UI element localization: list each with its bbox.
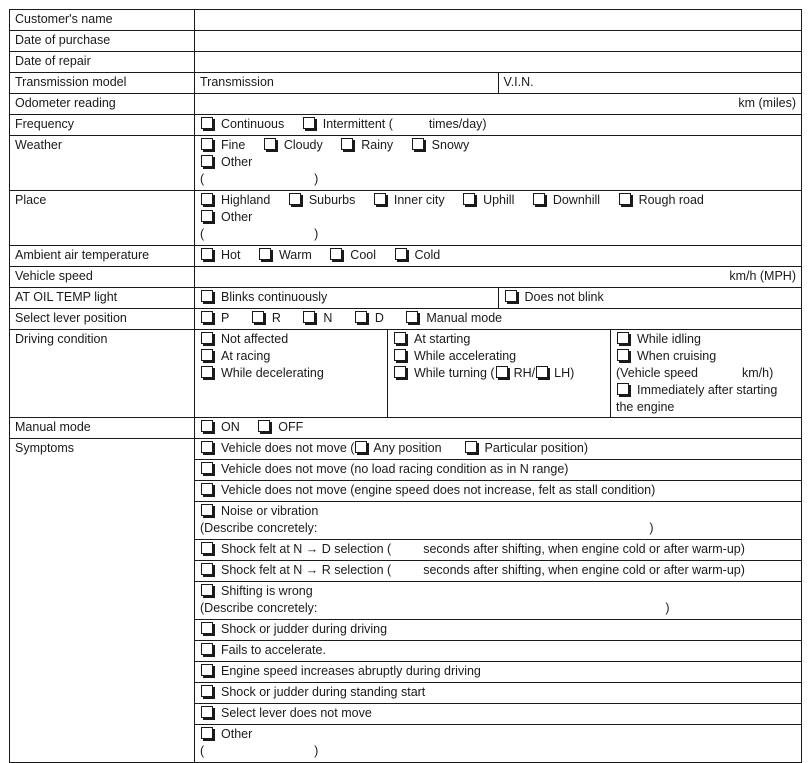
row-symptom-1 [10,439,802,460]
checkbox-hot[interactable] [201,248,213,260]
option-turning: While turning ( [414,366,495,380]
row-place [10,191,802,246]
checkbox-decelerating[interactable] [201,366,213,378]
checkbox-s10[interactable] [201,664,213,676]
label-driving-condition: Driving condition [10,330,195,418]
checkbox-blinks[interactable] [201,290,213,302]
field-driving-condition [195,330,802,418]
checkbox-turning-lh[interactable] [536,366,548,378]
weather-other-close: ) [314,172,319,186]
row-select-lever [10,309,802,330]
field-ambient-temp [195,246,802,267]
option-weather-other: Other [221,155,253,169]
option-lh: LH) [554,366,575,380]
symptom-s10: Engine speed increases abruptly during driving [221,664,481,678]
symptom-s7: Shifting is wrong [221,584,313,598]
field-date-of-purchase[interactable] [195,31,802,52]
option-suburbs: Suburbs [308,193,356,207]
symptom-s4-describe: (Describe concretely: [200,521,318,535]
option-fine: Fine [221,138,246,152]
checkbox-cloudy[interactable] [264,138,276,150]
field-date-of-repair[interactable] [195,52,802,73]
checkbox-immediately[interactable] [617,383,629,395]
checkbox-lever-p[interactable] [201,311,213,323]
checkbox-s5[interactable] [201,542,213,554]
checkbox-warm[interactable] [259,248,271,260]
label-odometer: Odometer reading [10,94,195,115]
checkbox-cool[interactable] [330,248,342,260]
option-rh: RH/ [513,366,536,380]
vin-text: V.I.N. [503,75,534,89]
field-blinks [195,288,499,309]
symptom-no-move-2 [195,460,802,481]
row-ambient-temp [10,246,802,267]
row-date-of-purchase [10,31,802,52]
option-place-other: Other [221,210,253,224]
option-downhill: Downhill [552,193,601,207]
checkbox-s1[interactable] [201,441,213,453]
option-lever-p: P [221,311,230,325]
row-manual-mode [10,418,802,439]
checkbox-cold[interactable] [395,248,407,260]
label-symptoms: Symptoms [10,439,195,763]
label-ambient-temp: Ambient air temperature [10,246,195,267]
option-cloudy: Cloudy [283,138,323,152]
field-transmission[interactable] [195,73,499,94]
option-lever-manual: Manual mode [426,311,503,325]
checkbox-cruising[interactable] [617,349,629,361]
option-highland: Highland [221,193,271,207]
label-date-of-repair: Date of repair [10,52,195,73]
option-lever-n: N [323,311,333,325]
symptom-shifting-wrong [195,582,802,620]
symptom-s11: Shock or judder during standing start [221,685,426,699]
symptom-s4-close: ) [649,521,654,535]
label-transmission-model: Transmission model [10,73,195,94]
row-odometer [10,94,802,115]
label-oil-temp-light: AT OIL TEMP light [10,288,195,309]
field-select-lever [195,309,802,330]
field-no-blink [498,288,802,309]
checkbox-turning[interactable] [394,366,406,378]
weather-other-open: ( [200,172,205,186]
label-date-of-purchase: Date of purchase [10,31,195,52]
row-transmission-model [10,73,802,94]
option-mm-on: ON [221,420,240,434]
checkbox-s13[interactable] [201,727,213,739]
symptom-any-position: Any position [373,441,442,455]
checkbox-downhill[interactable] [533,193,545,205]
checkbox-not-affected[interactable] [201,332,213,344]
row-vehicle-speed [10,267,802,288]
checkbox-rough-road[interactable] [619,193,631,205]
option-rainy: Rainy [361,138,394,152]
checkbox-suburbs[interactable] [289,193,301,205]
checkbox-s4[interactable] [201,504,213,516]
checkbox-weather-other[interactable] [201,155,213,167]
option-lever-r: R [271,311,281,325]
option-immediately: Immediately after starting [637,383,778,397]
odometer-unit: km (miles) [738,96,796,110]
speed-unit: km/h (MPH) [729,269,796,283]
checkbox-s9[interactable] [201,643,213,655]
symptom-s8: Shock or judder during driving [221,622,388,636]
checkbox-fine[interactable] [201,138,213,150]
checkbox-does-not-blink[interactable] [505,290,517,302]
symptom-engine-speed [195,662,802,683]
symptom-noise [195,502,802,540]
place-other-open: ( [200,227,205,241]
option-rough-road: Rough road [638,193,704,207]
checkbox-s2[interactable] [201,462,213,474]
option-the-engine: the engine [616,400,675,414]
symptom-s7-describe: (Describe concretely: [200,601,318,615]
symptom-s2: Vehicle does not move (no load racing condition as in N range) [221,462,569,476]
symptom-other-open: ( [200,744,205,758]
field-odometer[interactable] [195,94,802,115]
checkbox-s6[interactable] [201,563,213,575]
checkbox-s11[interactable] [201,685,213,697]
checkbox-snowy[interactable] [412,138,424,150]
symptom-no-move-3 [195,481,802,502]
symptom-s4: Noise or vibration [221,504,319,518]
symptom-lever-not-move [195,704,802,725]
option-continuous: Continuous [221,117,285,131]
label-customer-name: Customer's name [10,10,195,31]
option-snowy: Snowy [431,138,470,152]
checkbox-inner-city[interactable] [374,193,386,205]
field-place [195,191,802,246]
option-inner-city: Inner city [393,193,445,207]
option-lever-d: D [374,311,384,325]
symptom-other-close: ) [314,744,319,758]
checkbox-lever-r[interactable] [252,311,264,323]
row-oil-temp-light [10,288,802,309]
checkbox-s12[interactable] [201,706,213,718]
driving-col-1 [195,330,388,417]
symptom-other [195,725,802,763]
label-frequency: Frequency [10,115,195,136]
checkbox-mm-on[interactable] [201,420,213,432]
driving-col-3 [611,330,802,417]
symptom-standing-start [195,683,802,704]
option-at-starting: At starting [414,332,471,346]
field-manual-mode [195,418,802,439]
label-select-lever: Select lever position [10,309,195,330]
symptom-s3: Vehicle does not move (engine speed does not increase, felt as stall condition) [221,483,656,497]
symptom-s5b: seconds after shifting, when engine cold or after warm-up) [423,542,745,556]
symptom-s12: Select lever does not move [221,706,372,720]
symptom-particular-position: Particular position) [484,441,589,455]
symptom-no-move-1 [195,439,802,460]
label-weather: Weather [10,136,195,191]
symptom-fails-accelerate [195,641,802,662]
field-vin[interactable] [498,73,802,94]
checkbox-mm-off[interactable] [258,420,270,432]
symptom-s1a: Vehicle does not move ( [221,441,355,455]
symptom-s5a: Shock felt at N → D selection ( [221,542,392,556]
option-cruising: When cruising [637,349,717,363]
checkbox-highland[interactable] [201,193,213,205]
transmission-text: Transmission [200,75,274,89]
option-mm-off: OFF [278,420,304,434]
row-customer-name [10,10,802,31]
symptom-shock-nr [195,561,802,582]
checkbox-any-position[interactable] [355,441,367,453]
checkbox-accelerating[interactable] [394,349,406,361]
label-vehicle-speed: Vehicle speed [10,267,195,288]
checkbox-rainy[interactable] [341,138,353,150]
checkbox-turning-rh[interactable] [496,366,508,378]
field-vehicle-speed[interactable] [195,267,802,288]
row-date-of-repair [10,52,802,73]
option-blinks: Blinks continuously [221,290,328,304]
symptom-s13: Other [221,727,253,741]
option-accelerating: While accelerating [414,349,517,363]
checkbox-intermittent[interactable] [303,117,315,129]
symptom-s7-close: ) [665,601,670,615]
checkbox-s3[interactable] [201,483,213,495]
place-other-close: ) [314,227,319,241]
option-uphill: Uphill [483,193,515,207]
row-frequency [10,115,802,136]
checkbox-lever-d[interactable] [355,311,367,323]
checkbox-lever-manual[interactable] [406,311,418,323]
option-cold: Cold [414,248,441,262]
checkbox-at-starting[interactable] [394,332,406,344]
checkbox-idling[interactable] [617,332,629,344]
symptom-s9: Fails to accelerate. [221,643,326,657]
checkbox-at-racing[interactable] [201,349,213,361]
symptom-judder-driving [195,620,802,641]
symptom-s6a: Shock felt at N → R selection ( [221,563,392,577]
label-manual-mode: Manual mode [10,418,195,439]
driving-col-2 [388,330,611,417]
option-not-affected: Not affected [221,332,289,346]
label-place: Place [10,191,195,246]
symptom-shock-nd [195,540,802,561]
option-idling: While idling [637,332,701,346]
checkbox-lever-n[interactable] [303,311,315,323]
row-weather [10,136,802,191]
option-kmh: km/h) [742,366,774,380]
option-times-per-day: times/day) [428,117,487,131]
checkbox-uphill[interactable] [463,193,475,205]
checkbox-place-other[interactable] [201,210,213,222]
option-hot: Hot [221,248,241,262]
driving-condition-grid [195,330,801,417]
row-driving-condition [10,330,802,418]
checkbox-s8[interactable] [201,622,213,634]
option-does-not-blink: Does not blink [524,290,604,304]
diagnostic-worksheet-table [9,9,802,763]
field-customer-name[interactable] [195,10,802,31]
field-weather [195,136,802,191]
option-intermittent: Intermittent ( [322,117,393,131]
symptom-s6b: seconds after shifting, when engine cold or after warm-up) [423,563,745,577]
option-decelerating: While decelerating [221,366,324,380]
option-vehicle-speed: (Vehicle speed [616,366,699,380]
checkbox-continuous[interactable] [201,117,213,129]
checkbox-particular-position[interactable] [465,441,477,453]
option-at-racing: At racing [221,349,271,363]
field-frequency [195,115,802,136]
option-warm: Warm [278,248,312,262]
option-cool: Cool [350,248,377,262]
checkbox-s7[interactable] [201,584,213,596]
